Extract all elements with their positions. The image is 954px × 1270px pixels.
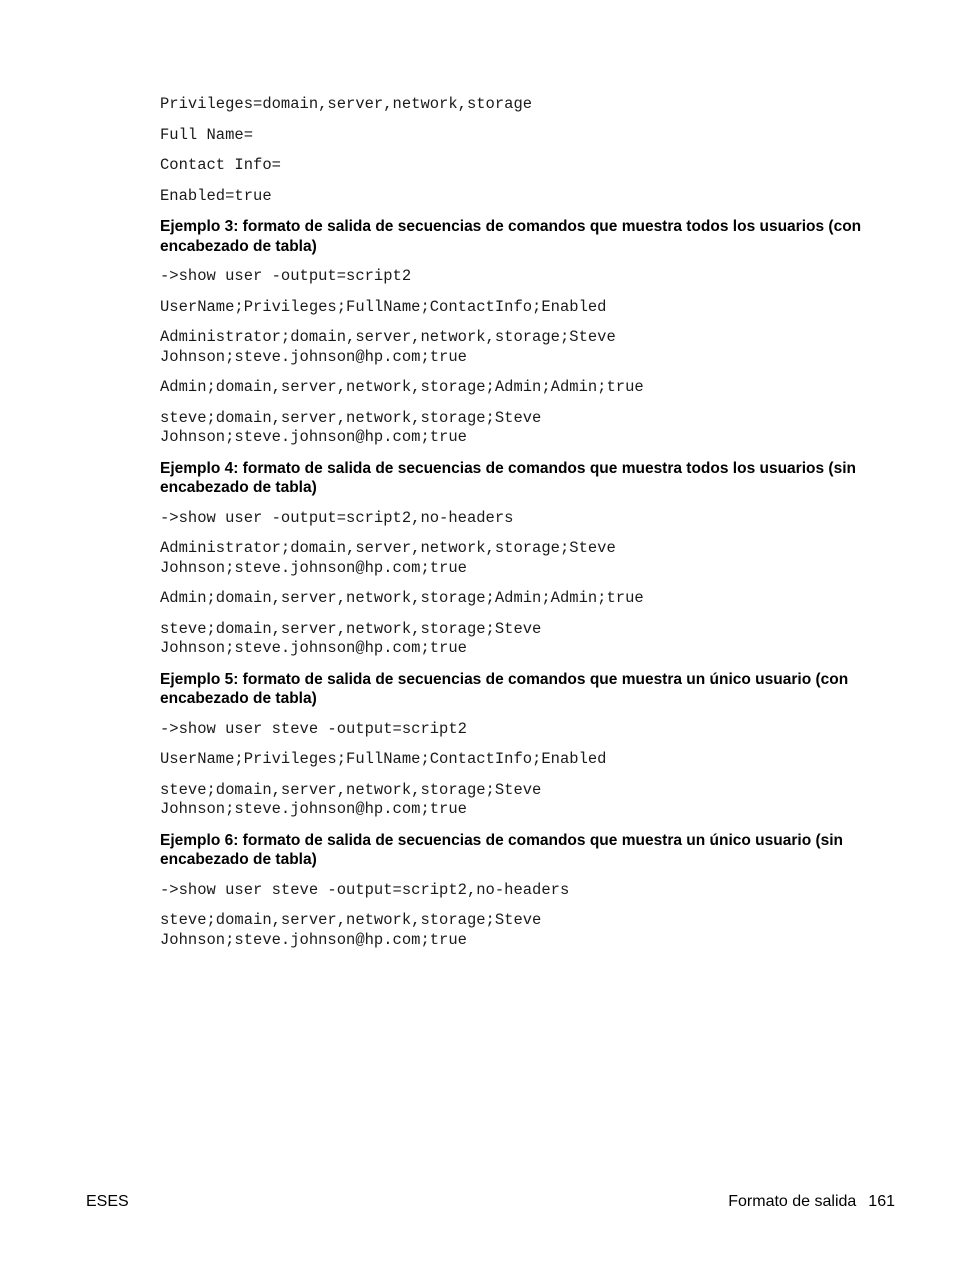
code-block xyxy=(160,911,890,950)
footer-page-info xyxy=(728,1192,895,1212)
code-block xyxy=(160,156,890,176)
code-block xyxy=(160,589,890,609)
code-block xyxy=(160,409,890,448)
code-line: Contact Info= xyxy=(160,156,281,174)
example-heading: Ejemplo 5: formato de salida de secuencias de comandos que muestra un único usuario (con encabezado de tabla) xyxy=(160,670,849,707)
example-heading: Ejemplo 6: formato de salida de secuencias de comandos que muestra un único usuario (sin encabezado de tabla) xyxy=(160,831,844,868)
code-line: Privileges=domain,server,network,storage xyxy=(160,95,533,113)
page-number: 161 xyxy=(868,1193,895,1210)
code-line: Johnson;steve.johnson@hp.com;true xyxy=(160,347,467,366)
code-block xyxy=(160,620,890,659)
code-line: Enabled=true xyxy=(160,186,272,205)
footer-section-title: Formato de salida xyxy=(728,1193,857,1210)
code-block xyxy=(160,881,890,901)
footer-locale xyxy=(86,1192,129,1212)
code-line: Admin;domain,server,network,storage;Admin;Admin;true xyxy=(160,589,644,607)
footer-locale-label: ESES xyxy=(86,1193,129,1210)
code-line: Johnson;steve.johnson@hp.com;true xyxy=(160,428,467,446)
code-line: Johnson;steve.johnson@hp.com;true xyxy=(160,558,467,577)
code-line: steve;domain,server,network,storage;Steve xyxy=(160,619,542,638)
code-line: UserName;Privileges;FullName;ContactInfo;Enabled xyxy=(160,750,607,768)
code-line: Admin;domain,server,network,storage;Admin;Admin;true xyxy=(160,378,644,396)
code-line: steve;domain,server,network,storage;Steve xyxy=(160,408,542,427)
code-block xyxy=(160,267,890,287)
code-block xyxy=(160,539,890,578)
code-block xyxy=(160,750,890,770)
page-content xyxy=(160,95,890,961)
code-block xyxy=(160,328,890,367)
code-line: steve;domain,server,network,storage;Steve xyxy=(160,911,542,929)
code-block xyxy=(160,298,890,318)
code-block xyxy=(160,187,890,207)
code-block xyxy=(160,95,890,115)
code-line: UserName;Privileges;FullName;ContactInfo;Enabled xyxy=(160,297,607,316)
code-block xyxy=(160,378,890,398)
code-line: ->show user steve -output=script2,no-headers xyxy=(160,880,570,899)
code-line: Full Name= xyxy=(160,125,254,144)
code-block xyxy=(160,509,890,529)
code-line: Administrator;domain,server,network,storage;Steve xyxy=(160,539,616,557)
code-line: Johnson;steve.johnson@hp.com;true xyxy=(160,639,467,657)
code-block xyxy=(160,781,890,820)
example-heading: Ejemplo 3: formato de salida de secuencias de comandos que muestra todos los usuarios (con encabezado de tabla) xyxy=(160,218,862,255)
code-line: Johnson;steve.johnson@hp.com;true xyxy=(160,800,467,818)
code-block xyxy=(160,720,890,740)
example-heading: Ejemplo 4: formato de salida de secuencias de comandos que muestra todos los usuarios (sin encabezado de tabla) xyxy=(160,459,856,496)
code-line: Administrator;domain,server,network,storage;Steve xyxy=(160,328,616,346)
code-line: steve;domain,server,network,storage;Steve xyxy=(160,780,542,799)
code-line: ->show user -output=script2,no-headers xyxy=(160,508,514,527)
code-line: Johnson;steve.johnson@hp.com;true xyxy=(160,930,467,949)
code-line: ->show user -output=script2 xyxy=(160,267,412,285)
code-block xyxy=(160,126,890,146)
code-line: ->show user steve -output=script2 xyxy=(160,719,467,738)
